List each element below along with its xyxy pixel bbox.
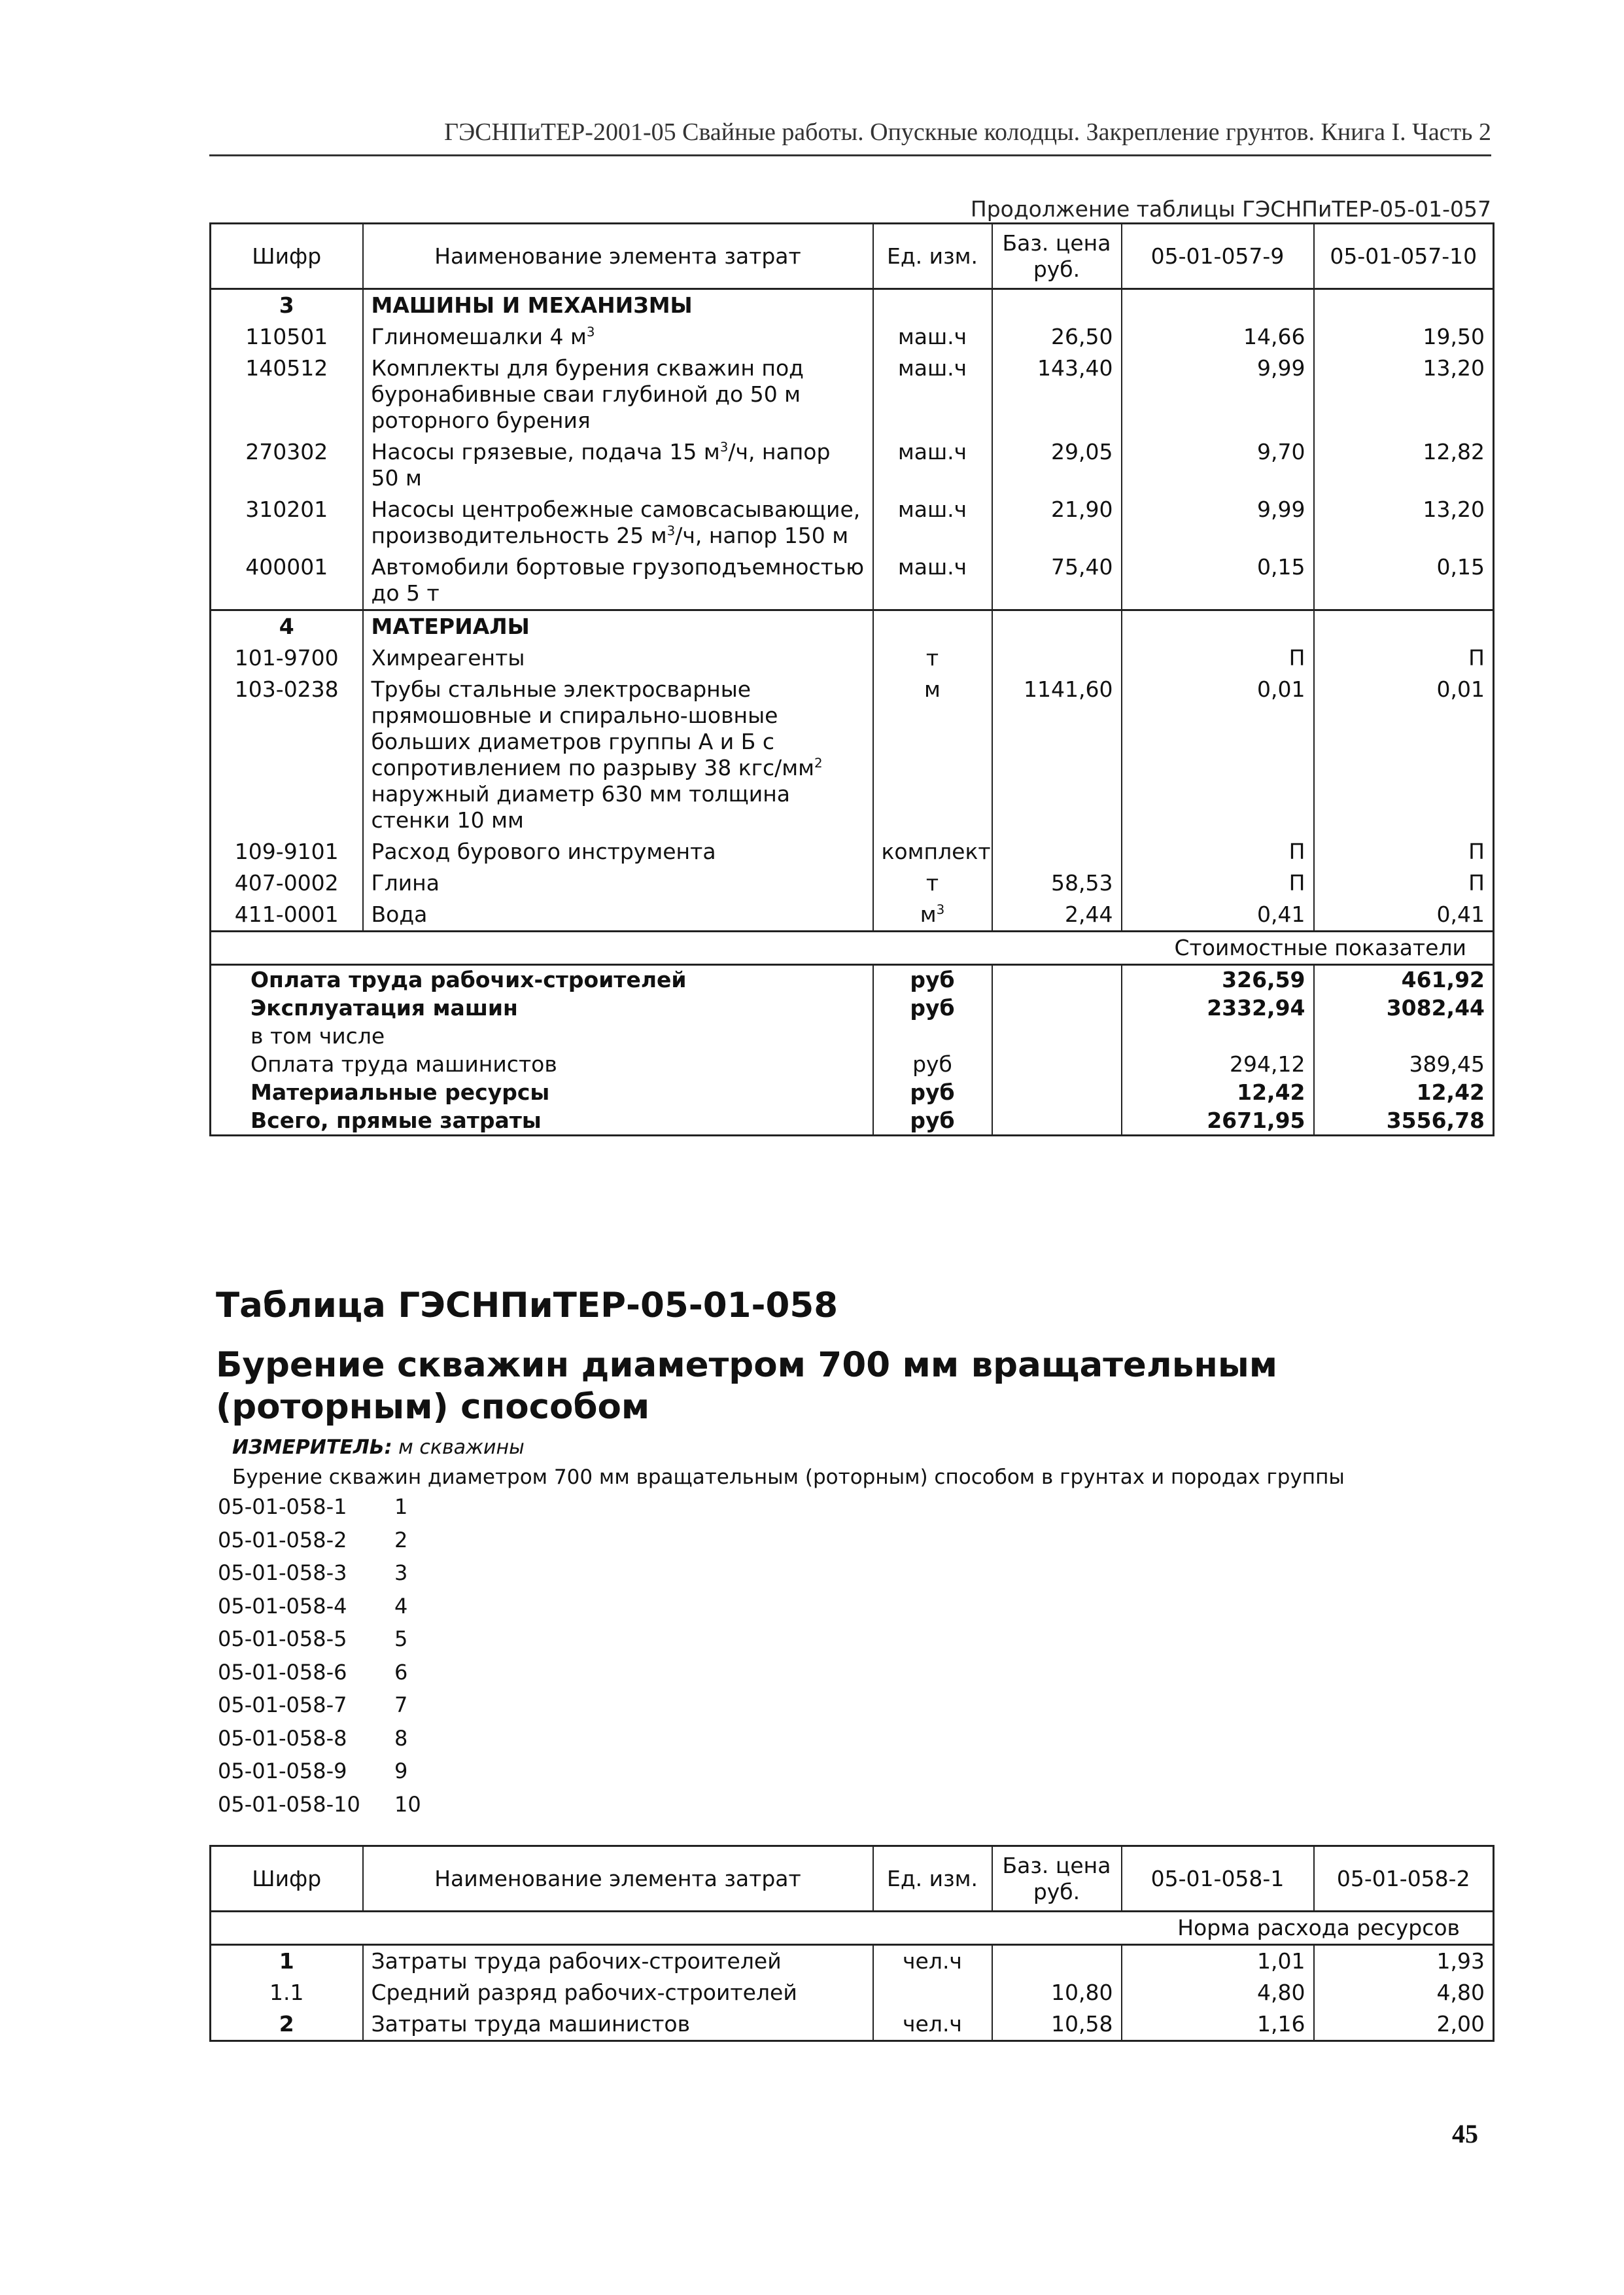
resource-code: 310201 [245, 497, 328, 522]
empty-cell [1314, 610, 1494, 643]
resource-name: Химреагенты [363, 642, 873, 674]
cost-value-b: 3082,44 [1314, 994, 1494, 1022]
code-list-item [218, 1594, 421, 1627]
cost-row [211, 1050, 1494, 1078]
soil-group: 10 [394, 1791, 421, 1817]
section-title: МАШИНЫ И МЕХАНИЗМЫ [363, 289, 873, 322]
col-header-b: 05-01-058-2 [1314, 1846, 1494, 1912]
resource-value-a: П [1122, 836, 1314, 867]
table-row [211, 494, 1494, 552]
measure-label: ИЗМЕРИТЕЛЬ: [232, 1436, 392, 1459]
resource-value-b: П [1314, 836, 1494, 867]
resource-price: 1141,60 [992, 674, 1122, 836]
resource-price: 26,50 [992, 321, 1122, 353]
resource-code: 140512 [245, 355, 328, 381]
resource-value-a: 9,99 [1122, 494, 1314, 552]
resource-value-b: 2,00 [1314, 2008, 1494, 2041]
resource-name: Глиномешалки 4 $м^3$ [363, 321, 873, 353]
cost-price [992, 965, 1122, 994]
resource-value-b: 0,15 [1314, 552, 1494, 610]
code-list-item [218, 1692, 421, 1726]
resource-table-057-body [211, 289, 1494, 1136]
resource-value-a: П [1122, 867, 1314, 899]
table-row [211, 867, 1494, 899]
resource-name: Автомобили бортовые грузоподъемностью до 5 т [363, 552, 873, 610]
code-number: 05-01-058-10 [218, 1791, 360, 1817]
soil-group: 3 [394, 1560, 408, 1585]
empty-cell [1122, 289, 1314, 322]
resource-unit: маш.ч [873, 321, 992, 353]
section-row [211, 289, 1494, 322]
soil-group: 9 [394, 1759, 408, 1783]
header-rule [209, 154, 1491, 156]
cost-value-b: 389,45 [1314, 1050, 1494, 1078]
code-list-item [218, 1759, 421, 1792]
cost-value-b: 461,92 [1314, 965, 1494, 994]
resource-value-a: 1,16 [1122, 2008, 1314, 2041]
table-row [211, 2008, 1494, 2041]
resource-price: 58,53 [992, 867, 1122, 899]
resource-name: Затраты труда машинистов [363, 2008, 873, 2041]
table-row [211, 353, 1494, 436]
section-number: 3 [279, 292, 294, 318]
cost-price [992, 1022, 1122, 1050]
resource-value-b: 0,41 [1314, 899, 1494, 932]
empty-cell [992, 289, 1122, 322]
col-header-code: Шифр [252, 1865, 322, 1891]
resource-code: 110501 [245, 324, 328, 349]
table-title: Таблица ГЭСНПиТЕР-05-01-058 [216, 1286, 838, 1325]
resource-value-a: 14,66 [1122, 321, 1314, 353]
code-number: 05-01-058-8 [218, 1725, 347, 1751]
resource-value-b: П [1314, 867, 1494, 899]
resource-value-a: 0,15 [1122, 552, 1314, 610]
resource-value-a: 4,80 [1122, 1977, 1314, 2008]
cost-unit: руб [873, 965, 992, 994]
code-number: 05-01-058-2 [218, 1527, 347, 1552]
col-header-price: Баз. цена руб. [992, 1846, 1122, 1912]
norm-header: Норма расхода ресурсов [1177, 1915, 1460, 1940]
resource-unit: комплект [873, 836, 992, 867]
resource-unit: т [873, 867, 992, 899]
work-description: Бурение скважин диаметром 700 мм вращательным (роторным) способом в грунтах и породах группы [232, 1465, 1345, 1489]
resource-code: 103-0238 [234, 676, 339, 702]
col-header-a: 05-01-058-1 [1122, 1846, 1314, 1912]
soil-group: 7 [394, 1692, 408, 1717]
code-list-item [218, 1626, 421, 1660]
resource-unit: чел.ч [873, 2008, 992, 2041]
cost-name: Оплата труда рабочих-строителей [251, 967, 687, 992]
soil-group: 5 [394, 1626, 408, 1651]
resource-value-b: 1,93 [1314, 1945, 1494, 1978]
code-list [218, 1494, 421, 1825]
resource-name: Средний разряд рабочих-строителей [363, 1977, 873, 2008]
resource-price [992, 836, 1122, 867]
cost-value-a: 2671,95 [1122, 1106, 1314, 1136]
code-number: 05-01-058-3 [218, 1560, 347, 1585]
cost-row [211, 1106, 1494, 1136]
soil-group: 8 [394, 1725, 408, 1751]
resource-value-b: 13,20 [1314, 353, 1494, 436]
resource-code: 400001 [245, 554, 328, 580]
resource-value-a: 9,70 [1122, 436, 1314, 494]
resource-unit: маш.ч [873, 353, 992, 436]
resource-value-a: П [1122, 642, 1314, 674]
soil-group: 2 [394, 1527, 408, 1552]
section-title: МАТЕРИАЛЫ [363, 610, 873, 643]
col-header-unit: Ед. изм. [873, 224, 992, 289]
code-number: 05-01-058-4 [218, 1593, 347, 1619]
cost-unit: руб [873, 1050, 992, 1078]
measure-line [232, 1436, 525, 1459]
resource-value-b: 0,01 [1314, 674, 1494, 836]
cost-unit: руб [873, 1078, 992, 1106]
cost-value-b: 12,42 [1314, 1078, 1494, 1106]
resource-unit [873, 1977, 992, 2008]
resource-unit: чел.ч [873, 1945, 992, 1978]
soil-group: 1 [394, 1494, 408, 1519]
resource-price: 10,58 [992, 2008, 1122, 2041]
col-header-code: Шифр [252, 243, 322, 269]
col-header-name: Наименование элемента затрат [363, 1846, 873, 1912]
resource-name: Расход бурового инструмента [363, 836, 873, 867]
code-number: 05-01-058-9 [218, 1759, 347, 1783]
resource-code: 1 [279, 1948, 294, 1974]
table-row [211, 674, 1494, 836]
resource-name: Глина [363, 867, 873, 899]
cost-unit [873, 1022, 992, 1050]
resource-price [992, 1945, 1122, 1978]
table-row [211, 1977, 1494, 2008]
cost-unit: руб [873, 994, 992, 1022]
code-number: 05-01-058-1 [218, 1494, 347, 1519]
table-row [211, 899, 1494, 932]
code-list-item [218, 1726, 421, 1759]
section-row [211, 610, 1494, 643]
code-list-item [218, 1528, 421, 1561]
table-subtitle: Бурение скважин диаметром 700 мм вращательным (роторным) способом [216, 1345, 1278, 1427]
cost-value-b: 3556,78 [1314, 1106, 1494, 1136]
resource-code: 2 [279, 2011, 294, 2037]
table-row [211, 552, 1494, 610]
resource-value-b: 12,82 [1314, 436, 1494, 494]
resource-value-b: 13,20 [1314, 494, 1494, 552]
resource-unit: маш.ч [873, 436, 992, 494]
soil-group: 4 [394, 1593, 408, 1619]
cost-header: Стоимостные показатели [1174, 935, 1466, 960]
page-number: 45 [1452, 2119, 1478, 2148]
continuation-note: Продолжение таблицы ГЭСНПиТЕР-05-01-057 [970, 196, 1491, 222]
table-row [211, 321, 1494, 353]
resource-price: 2,44 [992, 899, 1122, 932]
resource-price: 143,40 [992, 353, 1122, 436]
cost-value-a: 294,12 [1122, 1050, 1314, 1078]
resource-code: 407-0002 [234, 870, 339, 896]
cost-value-a: 326,59 [1122, 965, 1314, 994]
empty-cell [992, 610, 1122, 643]
resource-name: Насосы грязевые, подача 15 $м^3/ч$, напор 50 м [363, 436, 873, 494]
resource-unit: маш.ч [873, 552, 992, 610]
cost-name: Эксплуатация машин [251, 995, 518, 1021]
code-list-item [218, 1660, 421, 1693]
code-number: 05-01-058-7 [218, 1692, 347, 1717]
code-list-item [218, 1494, 421, 1528]
cost-price [992, 994, 1122, 1022]
running-header: ГЭСНПиТЕР-2001-05 Свайные работы. Опускные колодцы. Закрепление грунтов. Книга I. Часть 2 [444, 118, 1491, 146]
resource-value-b: 19,50 [1314, 321, 1494, 353]
code-list-item [218, 1560, 421, 1594]
resource-name: Затраты труда рабочих-строителей [363, 1945, 873, 1978]
table-row [211, 436, 1494, 494]
resource-value-b: 4,80 [1314, 1977, 1494, 2008]
cost-name: Всего, прямые затраты [251, 1108, 542, 1133]
code-list-item [218, 1792, 421, 1825]
resource-value-a: 0,01 [1122, 674, 1314, 836]
resource-code: 270302 [245, 439, 328, 464]
resource-price: 21,90 [992, 494, 1122, 552]
resource-price: 29,05 [992, 436, 1122, 494]
cost-value-a: 2332,94 [1122, 994, 1314, 1022]
resource-unit: т [873, 642, 992, 674]
col-header-price: Баз. цена руб. [992, 224, 1122, 289]
cost-row [211, 1022, 1494, 1050]
cost-name: в том числе [251, 1023, 385, 1049]
resource-name: Насосы центробежные самовсасывающие, производительность 25 $м^3/ч$, напор 150 м [363, 494, 873, 552]
soil-group: 6 [394, 1659, 408, 1685]
resource-price: 10,80 [992, 1977, 1122, 2008]
cost-header-row [211, 932, 1494, 965]
norm-header-row [211, 1912, 1494, 1945]
resource-name: Трубы стальные электросварные прямошовные и спирально-шовные больших диаметров группы А и Б с сопротивлением по разрыву 38 кгс/$мм^2$ наружный диаметр 630 мм толщина стенки 10 мм [363, 674, 873, 836]
section-number: 4 [279, 614, 294, 639]
cost-value-a: 12,42 [1122, 1078, 1314, 1106]
resource-code: 109-9101 [234, 839, 339, 864]
resource-unit: м [873, 674, 992, 836]
code-number: 05-01-058-5 [218, 1626, 347, 1651]
cost-name: Материальные ресурсы [251, 1079, 550, 1105]
resource-name: Вода [363, 899, 873, 932]
cost-price [992, 1106, 1122, 1136]
table-row [211, 1945, 1494, 1978]
empty-cell [1122, 610, 1314, 643]
resource-code: 1.1 [269, 1980, 304, 2005]
col-header-name: Наименование элемента затрат [363, 224, 873, 289]
cost-value-a [1122, 1022, 1314, 1050]
cost-row [211, 994, 1494, 1022]
resource-unit: маш.ч [873, 494, 992, 552]
empty-cell [1314, 289, 1494, 322]
measure-value: м скважины [398, 1436, 525, 1459]
resource-table-057 [209, 222, 1494, 1136]
resource-table-058 [209, 1845, 1494, 2042]
resource-price [992, 642, 1122, 674]
cost-price [992, 1050, 1122, 1078]
resource-code: 101-9700 [234, 645, 339, 671]
cost-row [211, 965, 1494, 994]
table-row [211, 836, 1494, 867]
table-row [211, 642, 1494, 674]
cost-price [992, 1078, 1122, 1106]
resource-name: Комплекты для бурения скважин под буронабивные сваи глубиной до 50 м роторного бурения [363, 353, 873, 436]
cost-row [211, 1078, 1494, 1106]
resource-table-058-body [211, 1912, 1494, 2041]
resource-value-a: 9,99 [1122, 353, 1314, 436]
cost-name: Оплата труда машинистов [251, 1051, 557, 1077]
col-header-b: 05-01-057-10 [1314, 224, 1494, 289]
resource-code: 411-0001 [234, 902, 339, 927]
empty-cell [873, 289, 992, 322]
resource-value-a: 0,41 [1122, 899, 1314, 932]
resource-value-a: 1,01 [1122, 1945, 1314, 1978]
cost-unit: руб [873, 1106, 992, 1136]
cost-value-b [1314, 1022, 1494, 1050]
resource-price: 75,40 [992, 552, 1122, 610]
code-number: 05-01-058-6 [218, 1659, 347, 1685]
resource-value-b: П [1314, 642, 1494, 674]
col-header-a: 05-01-057-9 [1122, 224, 1314, 289]
col-header-unit: Ед. изм. [873, 1846, 992, 1912]
resource-unit: $м^3$ [873, 899, 992, 932]
empty-cell [873, 610, 992, 643]
